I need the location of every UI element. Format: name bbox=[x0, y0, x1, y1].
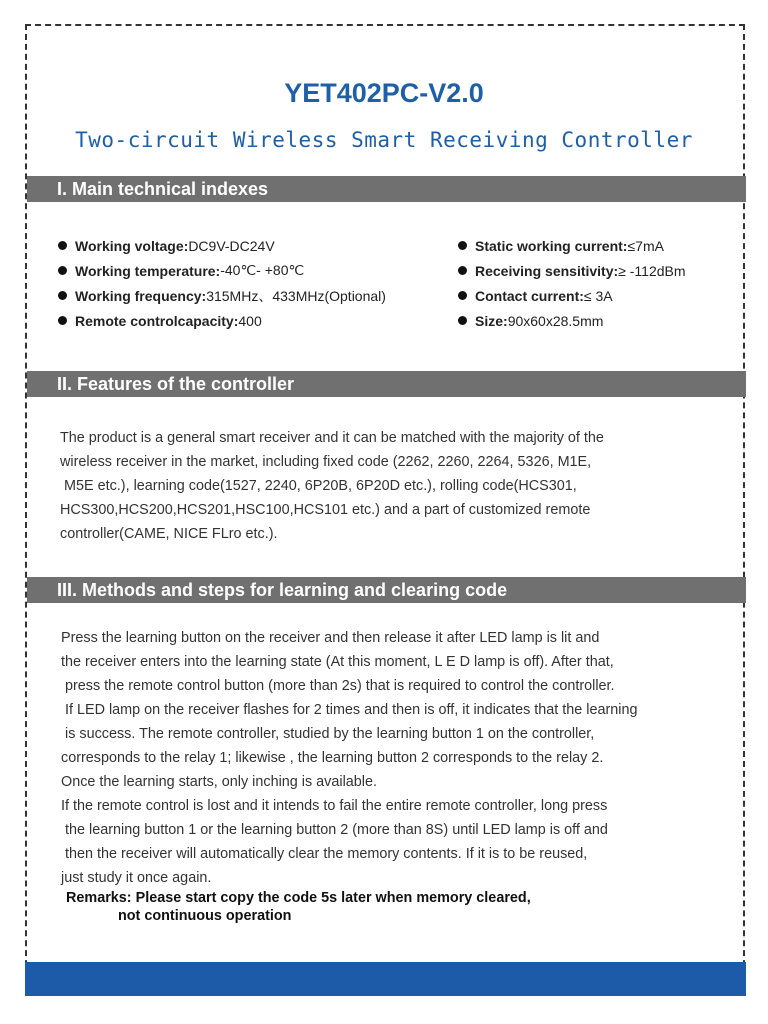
bullet-icon bbox=[58, 291, 67, 300]
paragraph-line: just study it once again. bbox=[61, 870, 212, 886]
spec-item bbox=[58, 308, 386, 333]
spec-list-left bbox=[58, 233, 386, 333]
paragraph-line: wireless receiver in the market, including fixed code (2262, 2260, 2264, 5326, M1E, bbox=[60, 454, 592, 470]
paragraph-line: press the remote control button (more than 2s) that is required to control the controller. bbox=[61, 678, 615, 694]
section-heading-main-indexes: I. Main technical indexes bbox=[27, 176, 746, 202]
spec-value: 315MHz、433MHz(Optional) bbox=[206, 287, 386, 304]
bullet-icon bbox=[58, 266, 67, 275]
spec-label: Working temperature: bbox=[75, 262, 221, 279]
section-heading-methods: III. Methods and steps for learning and clearing code bbox=[27, 577, 746, 603]
spec-value: ≤ 3A bbox=[583, 287, 613, 304]
paragraph-line: Once the learning starts, only inching is available. bbox=[61, 774, 377, 790]
bullet-icon bbox=[458, 291, 467, 300]
paragraph-line: then the receiver will automatically clear the memory contents. If it is to be reused, bbox=[61, 846, 588, 862]
product-model-title: YET402PC-V2.0 bbox=[284, 78, 484, 108]
spec-label: Size: bbox=[475, 312, 508, 329]
spec-value: ≤7mA bbox=[627, 237, 664, 254]
paragraph-line: corresponds to the relay 1; likewise , the learning button 2 corresponds to the relay 2. bbox=[61, 750, 604, 766]
spec-value: DC9V-DC24V bbox=[188, 237, 275, 254]
remarks-line: not continuous operation bbox=[66, 908, 292, 924]
spec-list-right bbox=[458, 233, 686, 333]
spec-label: Working frequency: bbox=[75, 287, 207, 304]
remarks-line: Remarks: Please start copy the code 5s later when memory cleared, bbox=[66, 890, 531, 906]
spec-value: 90x60x28.5mm bbox=[507, 312, 604, 329]
spec-item bbox=[58, 283, 386, 308]
spec-item bbox=[458, 258, 686, 283]
paragraph-line: controller(CAME, NICE FLro etc.). bbox=[60, 526, 278, 542]
spec-value: 400 bbox=[238, 312, 262, 329]
spec-label: Static working current: bbox=[475, 237, 628, 254]
section-heading-features: II. Features of the controller bbox=[27, 371, 746, 397]
bullet-icon bbox=[458, 266, 467, 275]
bullet-icon bbox=[458, 241, 467, 250]
paragraph-line: The product is a general smart receiver and it can be matched with the majority of the bbox=[60, 430, 604, 446]
paragraph-line: M5E etc.), learning code(1527, 2240, 6P20B, 6P20D etc.), rolling code(HCS301, bbox=[60, 478, 577, 494]
paragraph-line: the learning button 1 or the learning button 2 (more than 8S) until LED lamp is off and bbox=[61, 822, 608, 838]
bullet-icon bbox=[58, 316, 67, 325]
product-subtitle: Two-circuit Wireless Smart Receiving Controller bbox=[75, 128, 693, 152]
spec-value: ≥ -112dBm bbox=[618, 262, 686, 279]
spec-item bbox=[458, 233, 686, 258]
paragraph-line: HCS300,HCS200,HCS201,HSC100,HCS101 etc.) and a part of customized remote bbox=[60, 502, 591, 518]
paragraph-line: is success. The remote controller, studied by the learning button 1 on the controller, bbox=[61, 726, 595, 742]
spec-label: Receiving sensitivity: bbox=[475, 262, 619, 279]
bullet-icon bbox=[58, 241, 67, 250]
spec-label: Contact current: bbox=[475, 287, 584, 304]
spec-item bbox=[58, 258, 386, 283]
remarks-note bbox=[66, 889, 531, 925]
footer-band bbox=[25, 962, 746, 996]
paragraph-line: Press the learning button on the receiver and then release it after LED lamp is lit and bbox=[61, 630, 600, 646]
methods-paragraph bbox=[61, 626, 731, 890]
paragraph-line: If the remote control is lost and it intends to fail the entire remote controller, long press bbox=[61, 798, 608, 814]
spec-item bbox=[458, 308, 686, 333]
features-paragraph bbox=[60, 426, 730, 546]
bullet-icon bbox=[458, 316, 467, 325]
paragraph-line: the receiver enters into the learning state (At this moment, L E D lamp is off). After that, bbox=[61, 654, 614, 670]
spec-label: Remote controlcapacity: bbox=[75, 312, 239, 329]
spec-value: -40℃- +80℃ bbox=[220, 262, 305, 278]
paragraph-line: If LED lamp on the receiver flashes for 2 times and then is off, it indicates that the learning bbox=[61, 702, 638, 718]
spec-item bbox=[458, 283, 686, 308]
spec-item bbox=[58, 233, 386, 258]
spec-label: Working voltage: bbox=[75, 237, 189, 254]
